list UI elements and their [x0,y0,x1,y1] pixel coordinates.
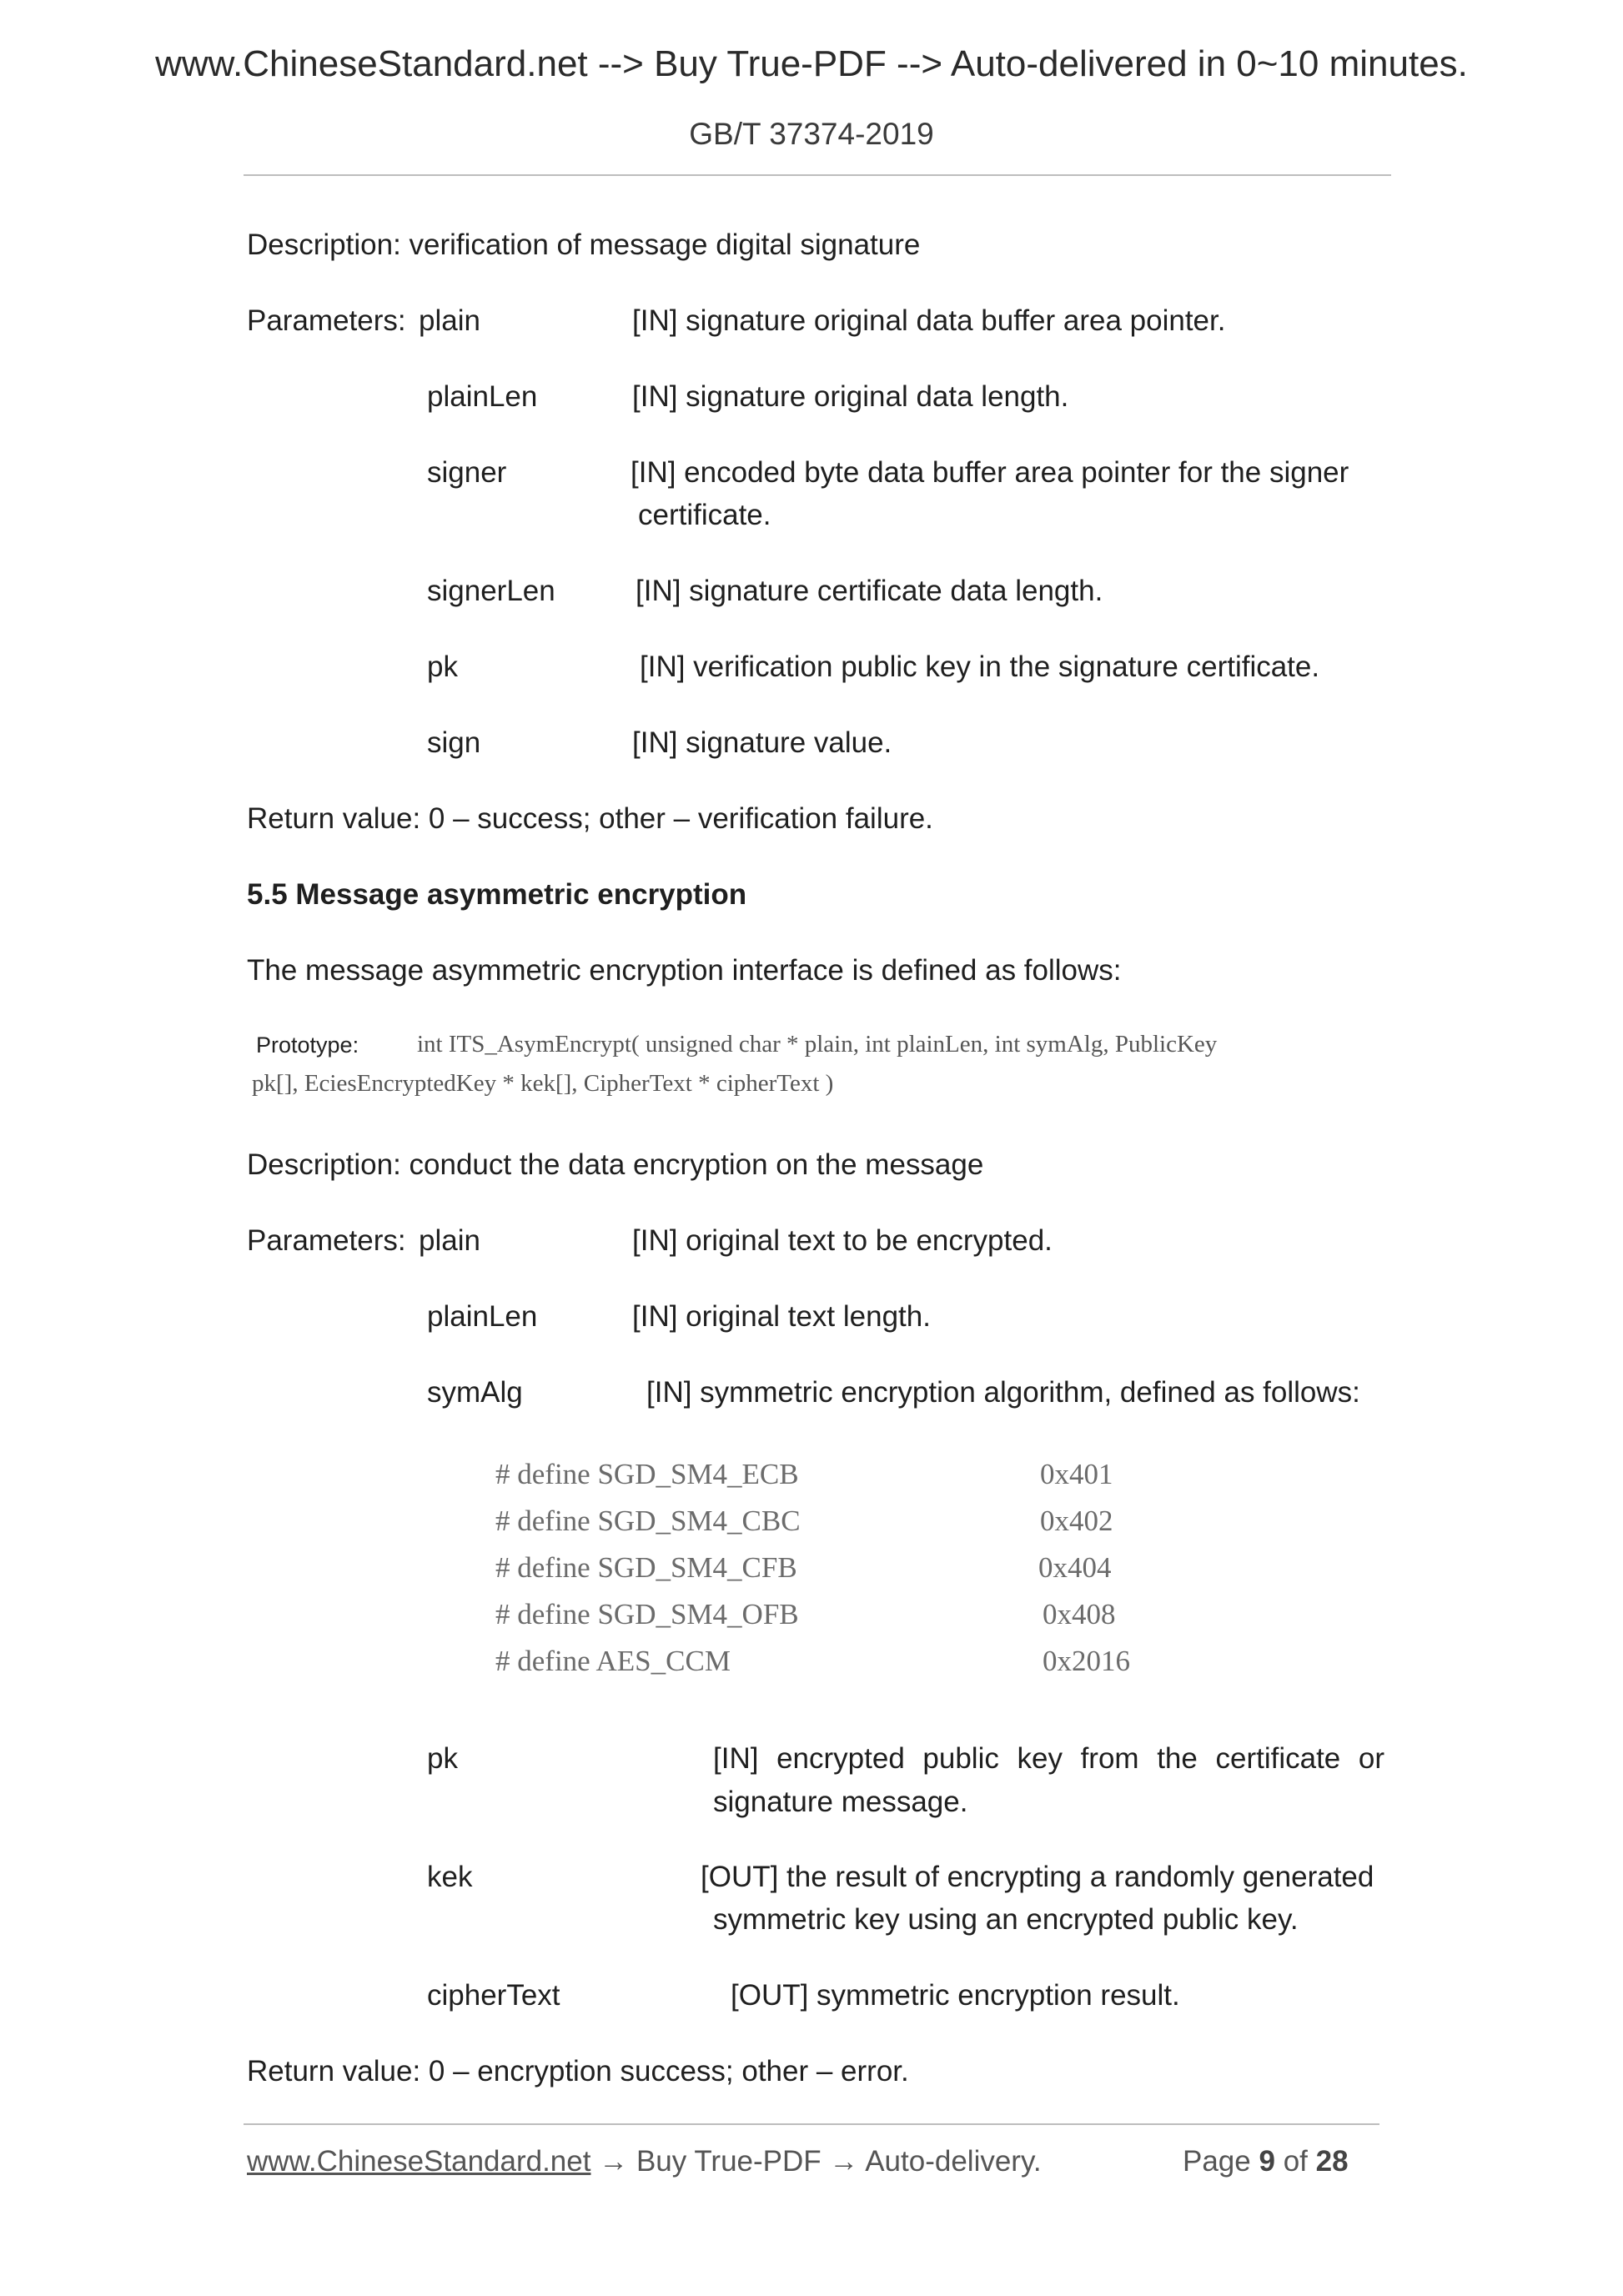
verify-param-desc-plainlen: [IN] signature original data length. [632,380,1069,413]
define-value-sm4-ecb: 0x401 [1040,1458,1113,1490]
define-value-sm4-ofb: 0x408 [1043,1598,1116,1630]
verify-return-value: Return value: 0 – success; other – verification failure. [247,802,933,835]
encrypt-description: Description: conduct the data encryption on the message [247,1148,984,1181]
verify-param-desc-signerlen: [IN] signature certificate data length. [636,575,1103,607]
encrypt-return-value: Return value: 0 – encryption success; other – error. [247,2055,909,2088]
footer-buy-text: Buy True-PDF [636,2145,822,2178]
footer-site-link[interactable]: www.ChineseStandard.net [247,2145,591,2178]
footer-page-number [1183,2145,1349,2178]
footer-of-word: of [1283,2145,1308,2178]
encrypt-param-name-plainlen: plainLen [427,1300,538,1333]
verify-param-name-signerlen: signerLen [427,575,555,607]
footer-delivery-text: Auto-delivery. [865,2145,1042,2178]
prototype-line-1: int ITS_AsymEncrypt( unsigned char * plain, int plainLen, int symAlg, PublicKey [417,1031,1218,1058]
section-heading: 5.5 Message asymmetric encryption [247,878,747,911]
section-intro: The message asymmetric encryption interface is defined as follows: [247,954,1122,987]
footer-total-pages: 28 [1315,2145,1349,2178]
footer-arrow-icon: → [829,2145,859,2178]
define-value-aes-ccm: 0x2016 [1043,1645,1130,1677]
encrypt-param-desc-plainlen: [IN] original text length. [632,1300,931,1333]
define-name-aes-ccm: # define AES_CCM [495,1645,731,1677]
footer-current-page: 9 [1259,2145,1275,2178]
verify-param-desc-signer: [IN] encoded byte data buffer area pointer for the signer [631,456,1349,489]
encrypt-param-name-pk: pk [427,1742,458,1775]
header-banner: www.ChineseStandard.net --> Buy True-PDF --> Auto-delivered in 0~10 minutes. [155,43,1468,84]
define-value-sm4-cbc: 0x402 [1040,1505,1113,1537]
prototype-label: Prototype: [256,1032,359,1058]
header-divider [244,174,1391,176]
encrypt-param-desc-symalg: [IN] symmetric encryption algorithm, defined as follows: [646,1376,1360,1409]
verify-parameters-label: Parameters: [247,304,406,337]
encrypt-param-name-plain: plain [419,1224,480,1257]
footer-left [247,2145,1042,2178]
define-name-sm4-ofb: # define SGD_SM4_OFB [495,1598,799,1630]
verify-param-name-pk: pk [427,651,458,683]
encrypt-param-name-kek: kek [427,1861,473,1893]
footer-arrow-icon: → [599,2145,629,2178]
verify-param-name-plain: plain [419,304,480,337]
define-name-sm4-cfb: # define SGD_SM4_CFB [495,1551,797,1584]
define-value-sm4-cfb: 0x404 [1038,1551,1112,1584]
encrypt-param-name-symalg: symAlg [427,1376,523,1409]
footer-divider [244,2123,1379,2125]
verify-param-desc-signer-cont: certificate. [638,499,771,531]
verify-param-desc-pk: [IN] verification public key in the signature certificate. [640,651,1320,683]
verify-param-desc-plain: [IN] signature original data buffer area pointer. [632,304,1226,337]
verify-param-name-plainlen: plainLen [427,380,538,413]
verify-param-name-signer: signer [427,456,507,489]
encrypt-parameters-label: Parameters: [247,1224,406,1257]
define-name-sm4-ecb: # define SGD_SM4_ECB [495,1458,799,1490]
encrypt-param-desc-ciphertext: [OUT] symmetric encryption result. [731,1979,1180,2012]
footer-page-word: Page [1183,2145,1251,2178]
verify-description: Description: verification of message digital signature [247,229,921,261]
verify-param-desc-sign: [IN] signature value. [632,726,892,759]
encrypt-param-desc-pk: [IN] encrypted public key from the certificate or signature message. [713,1742,1384,1818]
encrypt-param-desc-plain: [IN] original text to be encrypted. [632,1224,1053,1257]
encrypt-param-desc-kek-cont: symmetric key using an encrypted public key. [713,1903,1299,1936]
encrypt-param-name-ciphertext: cipherText [427,1979,560,2012]
standard-number: GB/T 37374-2019 [689,117,934,151]
prototype-line-2: pk[], EciesEncryptedKey * kek[], CipherText * cipherText ) [252,1070,834,1097]
verify-param-name-sign: sign [427,726,481,759]
encrypt-param-desc-kek: [OUT] the result of encrypting a randomly generated [701,1861,1374,1893]
define-name-sm4-cbc: # define SGD_SM4_CBC [495,1505,801,1537]
